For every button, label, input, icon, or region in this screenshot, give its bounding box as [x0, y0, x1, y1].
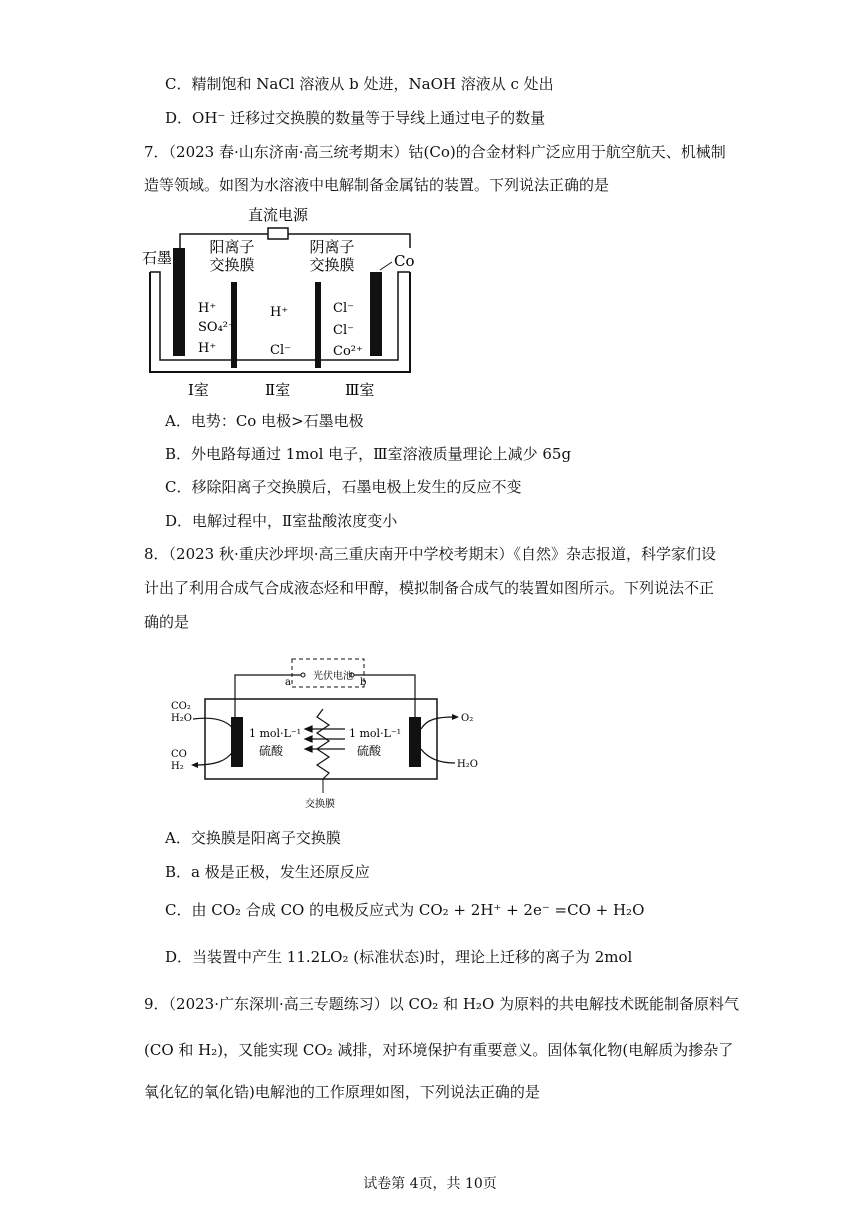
q7-option-c: C．移除阳离子交换膜后，石墨电极上发生的反应不变 [165, 478, 522, 496]
power-source-label: 直流电源 [247, 206, 309, 224]
room1-ion: H⁺ [198, 341, 217, 356]
pole-a-label: a [285, 677, 291, 688]
left-output-co: CO [171, 749, 187, 760]
anion-exchange-membrane [315, 282, 321, 368]
room1-ion: SO₄²⁻ [198, 320, 235, 335]
q7-option-d: D．电解过程中，Ⅱ室盐酸浓度变小 [165, 512, 398, 530]
left-input-h2o: H₂O [171, 713, 192, 724]
q9-stem-line2: (CO 和 H₂)，又能实现 CO₂ 减排，对环境保护有重要意义。固体氧化物(电解质为掺杂了 [144, 1041, 734, 1059]
cation-membrane-label-1: 阳离子 [209, 238, 255, 256]
q7-stem-line2: 造等领域。如图为水溶液中电解制备金属钴的装置。下列说法正确的是 [144, 176, 610, 194]
room1-ion: H⁺ [198, 301, 217, 316]
q7-option-b: B．外电路每通过 1mol 电子，Ⅲ室溶液质量理论上减少 65g [165, 445, 572, 463]
room3-label: Ⅲ室 [345, 381, 375, 399]
right-concentration: 1 mol·L⁻¹ [349, 727, 402, 740]
q8-option-b: B．a 极是正极，发生还原反应 [165, 863, 370, 881]
page-footer: 试卷第 4页，共 10页 [363, 1176, 497, 1192]
right-electrode [409, 717, 421, 767]
room3-ion: Cl⁻ [333, 301, 354, 316]
q8-syngas-figure [165, 655, 520, 810]
room3-ion: Cl⁻ [333, 323, 354, 338]
left-acid-label: 硫酸 [259, 744, 284, 758]
q8-option-d: D．当装置中产生 11.2LO₂ (标准状态)时，理论上迁移的离子为 2mol [165, 948, 633, 966]
left-input-co2: CO₂ [171, 701, 191, 712]
room2-ion: H⁺ [270, 305, 289, 320]
room1-label: Ⅰ室 [188, 381, 209, 399]
room3-ion: Co²⁺ [333, 344, 363, 359]
graphite-electrode [173, 248, 185, 356]
pole-b-label: b [360, 677, 367, 688]
pv-battery-label: 光伏电池 [313, 671, 353, 682]
q7-stem-line1: 7．（2023 春·山东济南·高三统考期末）钴(Co)的合金材料广泛应用于航空航天、机械制 [144, 143, 726, 161]
q7-electrolysis-figure [140, 200, 430, 402]
q8-stem-line1: 8．（2023 秋·重庆沙坪坝·高三重庆南开中学校考期末）《自然》杂志报道，科学家们设 [144, 545, 717, 563]
exchange-membrane [317, 709, 329, 779]
q6-option-c: C．精制饱和 NaCl 溶液从 b 处进，NaOH 溶液从 c 处出 [165, 75, 554, 93]
co-label: Co [394, 252, 415, 270]
cation-membrane-label-2: 交换膜 [209, 256, 255, 274]
q8-stem-line3: 确的是 [144, 613, 190, 631]
anion-membrane-label-2: 交换膜 [309, 256, 355, 274]
left-electrode [231, 717, 243, 767]
q8-stem-line2: 计出了利用合成气合成液态烃和甲醇，模拟制备合成气的装置如图所示。下列说法不正 [144, 579, 715, 597]
anion-membrane-label-1: 阴离子 [309, 238, 355, 256]
right-output-o2: O₂ [461, 713, 474, 724]
q7-option-a: A．电势：Co 电极>石墨电极 [165, 412, 364, 430]
q9-stem-line3: 氧化钇的氧化锆)电解池的工作原理如图，下列说法正确的是 [144, 1083, 540, 1101]
q6-option-d: D．OH⁻ 迁移过交换膜的数量等于导线上通过电子的数量 [165, 109, 546, 127]
room2-ion: Cl⁻ [270, 343, 291, 358]
ion-migration-arrows [305, 726, 345, 752]
room2-label: Ⅱ室 [265, 381, 291, 399]
graphite-label: 石墨 [142, 249, 173, 267]
left-concentration: 1 mol·L⁻¹ [249, 727, 302, 740]
q9-stem-line1: 9．（2023·广东深圳·高三专题练习）以 CO₂ 和 H₂O 为原料的共电解技术既能制备原料气 [144, 995, 740, 1013]
left-output-h2: H₂ [171, 761, 184, 772]
right-input-h2o: H₂O [457, 759, 478, 770]
co-electrode [370, 272, 382, 356]
membrane-label: 交换膜 [305, 799, 335, 810]
q8-option-a: A．交换膜是阳离子交换膜 [165, 829, 341, 847]
power-source-icon [268, 228, 288, 239]
q8-option-c: C．由 CO₂ 合成 CO 的电极反应式为 CO₂ + 2H⁺ + 2e⁻ =CO + H₂O [165, 901, 645, 919]
right-acid-label: 硫酸 [357, 744, 382, 758]
